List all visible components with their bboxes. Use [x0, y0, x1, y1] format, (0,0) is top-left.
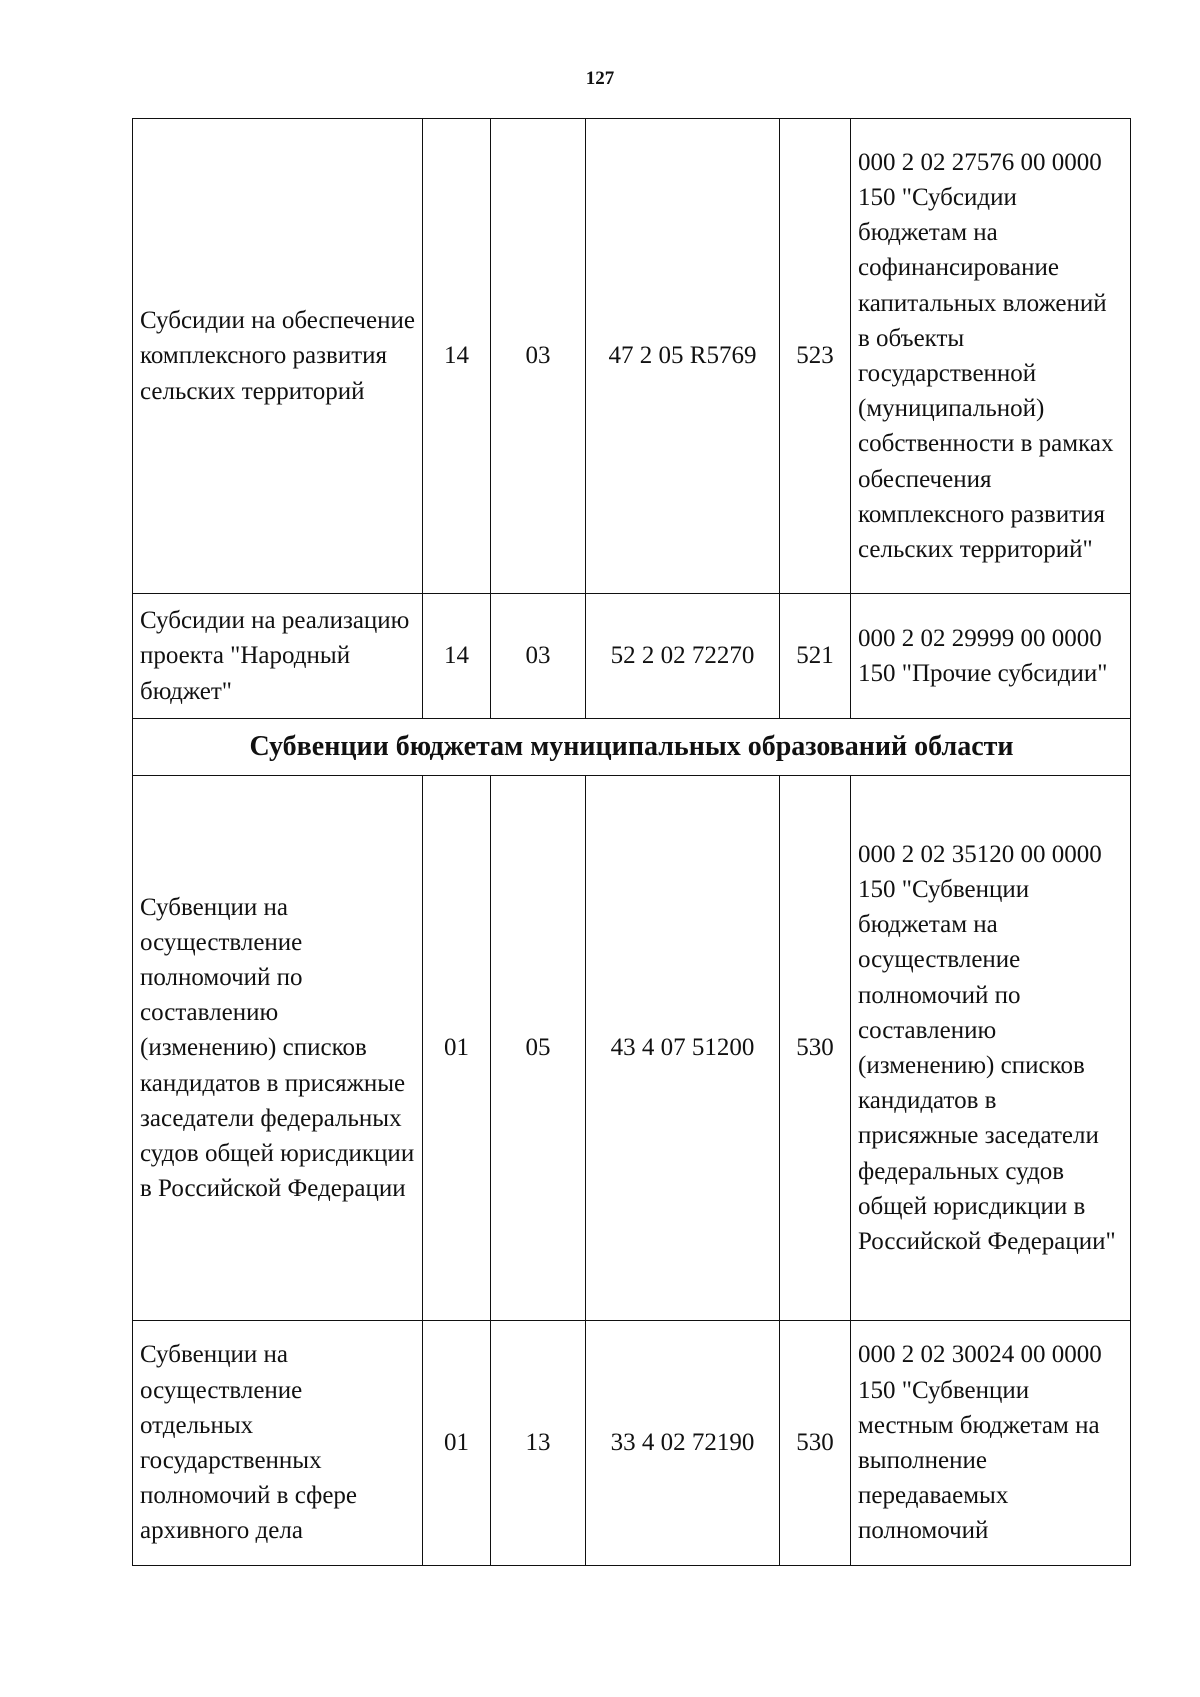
row-section: 14	[423, 119, 491, 594]
section-header-row	[133, 719, 1131, 776]
row-subsection: 03	[491, 594, 586, 719]
row-income-code: 000 2 02 27576 00 0000 150 "Субсидии бюджетам на софинансирование капитальных вложений в объекты государственной (муниципальной) собственности в рамках обеспечения комплексного развития сельских территорий"	[851, 119, 1131, 594]
row-subsection: 13	[491, 1321, 586, 1566]
table-row	[133, 119, 1131, 594]
table-row	[133, 776, 1131, 1321]
row-expense: 530	[780, 776, 851, 1321]
row-target: 33 4 02 72190	[586, 1321, 780, 1566]
row-expense: 521	[780, 594, 851, 719]
row-subsection: 03	[491, 119, 586, 594]
row-target: 43 4 07 51200	[586, 776, 780, 1321]
row-income-code: 000 2 02 35120 00 0000 150 "Субвенции бюджетам на осуществление полномочий по составлению (изменению) списков кандидатов в присяжные заседатели федеральных судов общей юрисдикции в Российской Федерации"	[851, 776, 1131, 1321]
row-expense: 523	[780, 119, 851, 594]
row-section: 14	[423, 594, 491, 719]
row-section: 01	[423, 1321, 491, 1566]
row-target: 47 2 05 R5769	[586, 119, 780, 594]
row-name: Субсидии на обеспечение комплексного развития сельских территорий	[133, 119, 423, 594]
row-name: Субвенции на осуществление отдельных государственных полномочий в сфере архивного дела	[133, 1321, 423, 1566]
row-section: 01	[423, 776, 491, 1321]
row-name: Субвенции на осуществление полномочий по составлению (изменению) списков кандидатов в присяжные заседатели федеральных судов общей юрисдикции в Российской Федерации	[133, 776, 423, 1321]
row-subsection: 05	[491, 776, 586, 1321]
row-expense: 530	[780, 1321, 851, 1566]
row-income-code: 000 2 02 30024 00 0000 150 "Субвенции местным бюджетам на выполнение передаваемых полномочий	[851, 1321, 1131, 1566]
page-number: 127	[585, 68, 615, 89]
row-income-code: 000 2 02 29999 00 0000 150 "Прочие субсидии"	[851, 594, 1131, 719]
section-header: Субвенции бюджетам муниципальных образований области	[133, 719, 1131, 776]
budget-table	[132, 118, 1131, 1566]
table-row	[133, 1321, 1131, 1566]
row-target: 52 2 02 72270	[586, 594, 780, 719]
table-row	[133, 594, 1131, 719]
row-name: Субсидии на реализацию проекта "Народный бюджет"	[133, 594, 423, 719]
